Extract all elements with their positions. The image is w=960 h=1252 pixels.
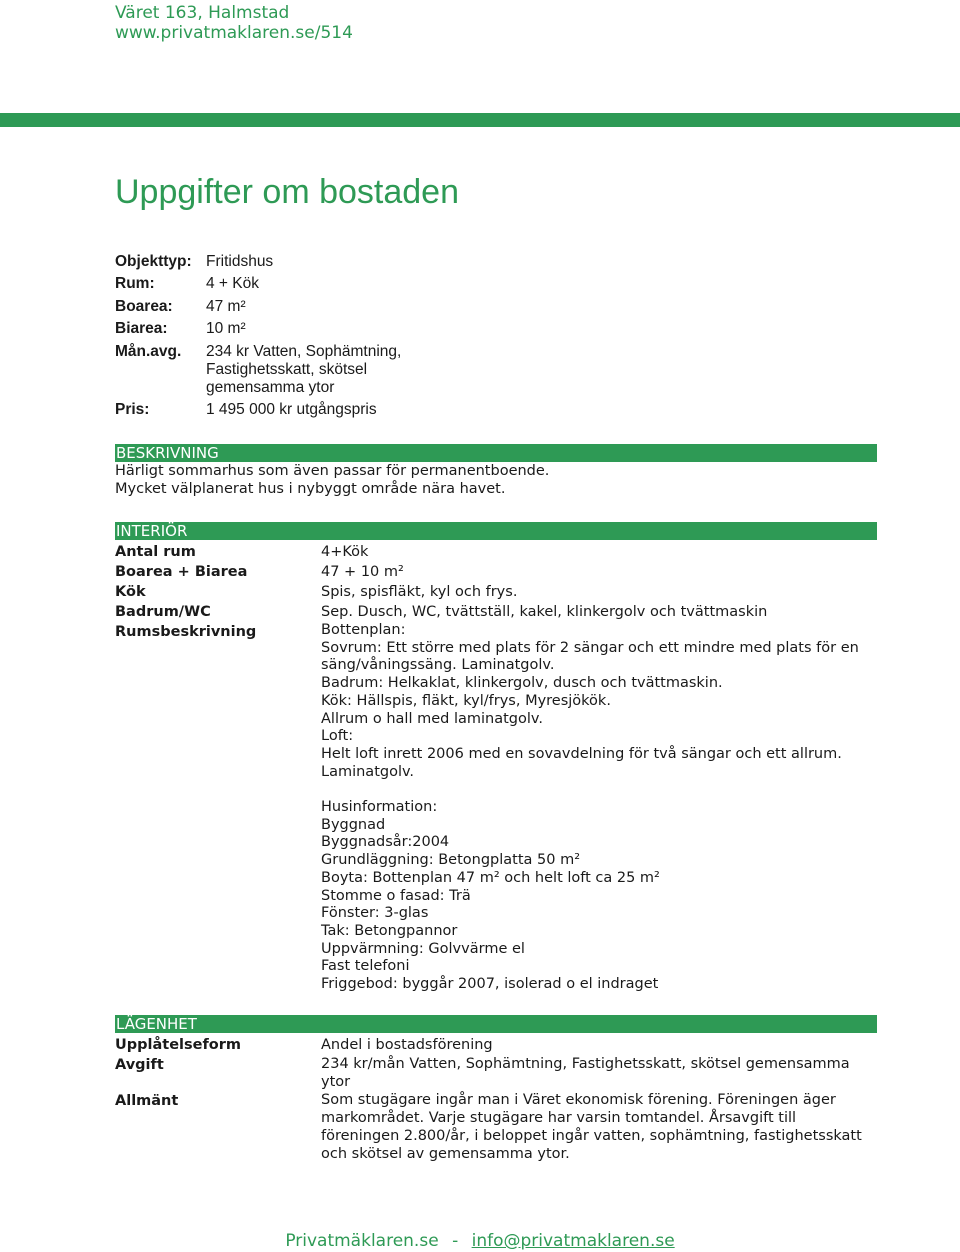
row-value: 47 + 10 m² — [321, 564, 404, 580]
description-line: Härligt sommarhus som även passar för permanentboende. — [115, 463, 550, 479]
footer — [0, 1230, 960, 1252]
room-description-line: Loft: — [321, 728, 354, 745]
section-heading-lagenhet: LÄGENHET — [115, 1015, 877, 1033]
row-label: Avgift — [115, 1057, 164, 1073]
row-value: Sep. Dusch, WC, tvättställ, kakel, klinkergolv och tvättmaskin — [321, 604, 768, 620]
row-label: Rumsbeskrivning — [115, 624, 257, 640]
row-value: Som stugägare ingår man i Väret ekonomisk förening. Föreningen äger markområdet. Varje stugägare har varsin tomtandel. Årsavgift till föreningen 2.800/år, i beloppet ingår vatten, sophämtning, fastighetsskatt och skötsel av gemensamma ytor. — [321, 1092, 862, 1162]
table-row — [115, 562, 877, 582]
room-description-line: Fönster: 3-glas — [321, 905, 429, 922]
room-description-line: Grundläggning: Betongplatta 50 m² — [321, 852, 581, 869]
row-label: Badrum/WC — [115, 604, 211, 620]
room-description-line: Kök: Hällspis, fläkt, kyl/frys, Myresjökök. — [321, 692, 611, 709]
description — [115, 462, 875, 498]
fact-label: Rum: — [115, 275, 155, 293]
footer-separator: - — [452, 1231, 459, 1251]
room-description-line: Uppvärmning: Golvvärme el — [321, 940, 525, 957]
fact-row — [115, 401, 446, 419]
room-description-line: Husinformation: — [321, 799, 438, 816]
header-divider-bar — [0, 113, 960, 127]
fact-value: Fritidshus — [206, 253, 274, 270]
room-description-line: Fast telefoni — [321, 958, 410, 975]
room-description-line: Allrum o hall med laminatgolv. — [321, 710, 543, 727]
fact-row — [115, 253, 446, 271]
row-value: Spis, spisfläkt, kyl och frys. — [321, 584, 518, 600]
footer-site: Privatmäklaren.se — [285, 1231, 439, 1251]
fact-label: Boarea: — [115, 297, 173, 315]
property-address: Väret 163, Halmstad — [115, 3, 290, 23]
room-description-line: Byggnadsår:2004 — [321, 834, 450, 851]
room-description-line: Boyta: Bottenplan 47 m² och helt loft ca 25 m² — [321, 869, 660, 886]
room-description-line: Badrum: Helkaklat, klinkergolv, dusch och tvättmaskin. — [321, 675, 723, 692]
fact-list — [115, 253, 446, 423]
room-description-line: Sovrum: Ett större med plats för 2 sängar och ett mindre med plats för en säng/våningssäng. Laminatgolv. — [321, 639, 859, 674]
room-description-line: Friggebod: byggår 2007, isolerad o el indraget — [321, 976, 659, 993]
fact-value: 10 m² — [206, 320, 246, 338]
room-description-line: Stomme o fasad: Trä — [321, 887, 471, 904]
row-label: Allmänt — [115, 1093, 179, 1109]
fact-value: 234 kr Vatten, Sophämtning, Fastighetsskatt, skötsel gemensamma ytor — [206, 342, 402, 396]
row-label: Boarea + Biarea — [115, 564, 248, 580]
table-row — [115, 602, 877, 622]
fact-row — [115, 275, 446, 293]
fact-row — [115, 343, 446, 397]
table-row — [115, 1055, 877, 1091]
fact-value: 47 m² — [206, 297, 246, 315]
listing-url[interactable]: www.privatmaklaren.se/514 — [115, 23, 353, 43]
fact-label: Mån.avg. — [115, 342, 182, 360]
table-row — [115, 1035, 877, 1055]
page-title: Uppgifter om bostaden — [115, 173, 459, 211]
table-row — [115, 1091, 877, 1163]
room-description — [321, 622, 877, 994]
section-heading-beskrivning: BESKRIVNING — [115, 444, 877, 462]
row-label: Antal rum — [115, 544, 196, 560]
fact-row — [115, 298, 446, 316]
footer-email-link[interactable]: info@privatmaklaren.se — [471, 1231, 675, 1251]
row-value: Andel i bostadsförening — [321, 1037, 493, 1053]
section-heading-interior: INTERIÖR — [115, 522, 877, 540]
table-row — [115, 622, 877, 994]
fact-row — [115, 320, 446, 338]
fact-value: 4 + Kök — [206, 275, 259, 293]
room-description-line — [321, 781, 877, 799]
fact-label: Pris: — [115, 400, 150, 418]
row-value: 234 kr/mån Vatten, Sophämtning, Fastighetsskatt, skötsel gemensamma ytor — [321, 1056, 850, 1090]
row-label: Kök — [115, 584, 146, 600]
interior-table — [115, 542, 877, 994]
description-line: Mycket välplanerat hus i nybyggt område nära havet. — [115, 481, 506, 497]
fact-value: 1 495 000 kr utgångspris — [206, 400, 377, 418]
fact-label: Biarea: — [115, 320, 168, 338]
lagenhet-table — [115, 1035, 877, 1163]
room-description-line: Byggnad — [321, 816, 386, 833]
room-description-line: Bottenplan: — [321, 622, 406, 638]
document-header — [115, 3, 353, 43]
table-row — [115, 542, 877, 562]
row-value: 4+Kök — [321, 544, 369, 560]
row-label: Upplåtelseform — [115, 1037, 242, 1053]
room-description-line: Helt loft inrett 2006 med en sovavdelning för två sängar och ett allrum. Laminatgolv. — [321, 745, 842, 780]
fact-label: Objekttyp: — [115, 253, 192, 270]
table-row — [115, 582, 877, 602]
room-description-line: Tak: Betongpannor — [321, 922, 458, 939]
